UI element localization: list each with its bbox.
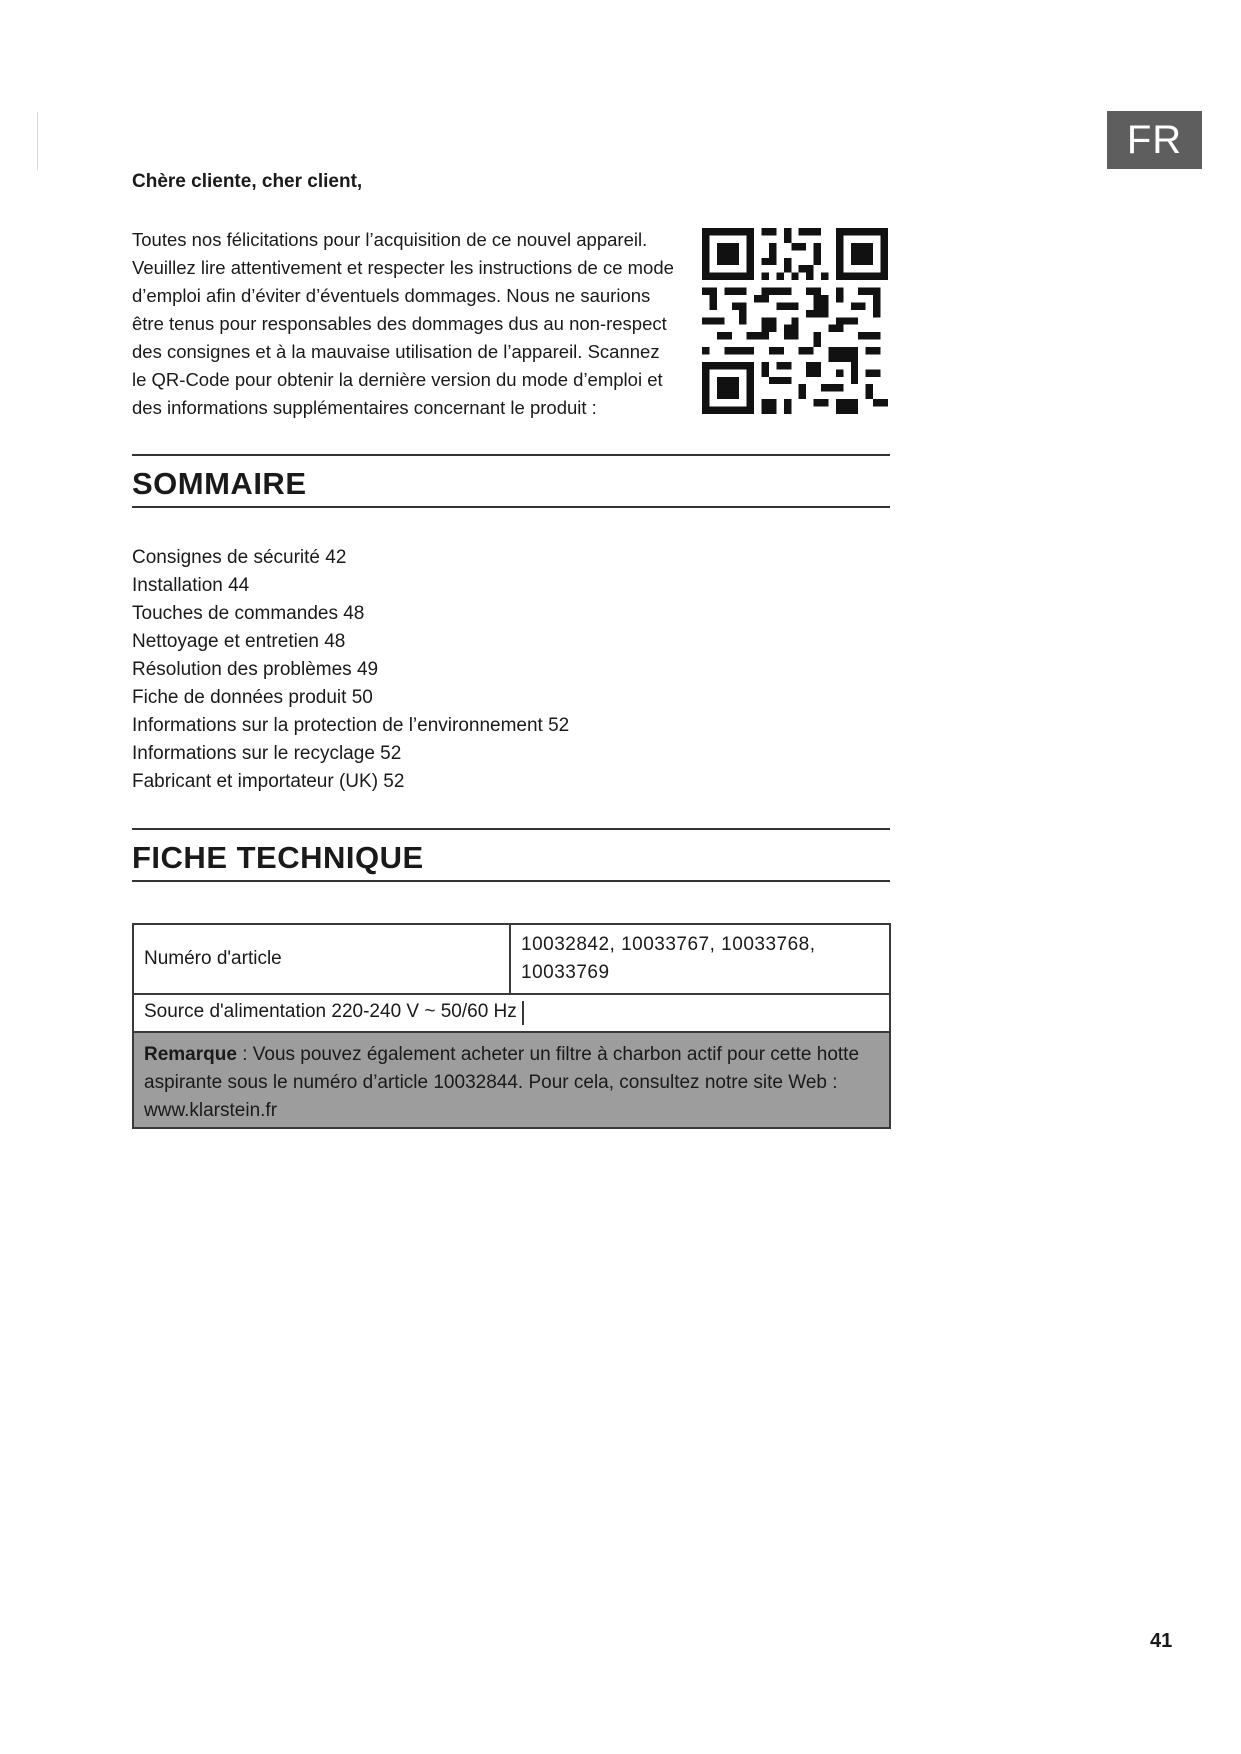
- section-divider: [132, 454, 890, 456]
- spec-table: [132, 923, 891, 1129]
- table-row: [133, 994, 890, 1032]
- section-divider: [132, 506, 890, 508]
- sommaire-heading: SOMMAIRE: [132, 466, 307, 501]
- language-tab: FR: [1107, 111, 1202, 169]
- column-divider: [522, 1001, 524, 1025]
- article-value-line: 10033769: [521, 962, 610, 983]
- toc-item[interactable]: Touches de commandes 48: [132, 603, 365, 624]
- toc-item[interactable]: Informations sur le recyclage 52: [132, 743, 402, 764]
- section-divider: [132, 828, 890, 830]
- note-text: : Vous pouvez également acheter un filtre à charbon actif pour cette hotte aspirante sous le numéro d’article 10032844. Pour cela, consultez notre site Web : www.klarstein.fr: [144, 1044, 860, 1121]
- toc-item[interactable]: Installation 44: [132, 575, 250, 596]
- article-value: [510, 924, 890, 994]
- article-label: Numéro d'article: [133, 924, 510, 994]
- article-value-line: 10032842, 10033767, 10033768,: [521, 934, 816, 955]
- intro-line: le QR-Code pour obtenir la dernière version du mode d’emploi et: [132, 369, 663, 390]
- section-divider: [132, 880, 890, 882]
- margin-mark: [37, 112, 38, 170]
- power-row: [133, 994, 890, 1032]
- toc-item[interactable]: Fabricant et importateur (UK) 52: [132, 771, 405, 792]
- intro-line: d’emploi afin d’éviter d’éventuels dommages. Nous ne saurions: [132, 285, 651, 306]
- intro-line: des consignes et à la mauvaise utilisation de l’appareil. Scannez: [132, 341, 660, 362]
- intro-line: Veuillez lire attentivement et respecter les instructions de ce mode: [132, 257, 674, 278]
- greeting: Chère cliente, cher client,: [132, 171, 363, 192]
- intro-paragraph: [132, 226, 692, 422]
- intro-line: Toutes nos félicitations pour l’acquisition de ce nouvel appareil.: [132, 229, 648, 250]
- intro-line: des informations supplémentaires concernant le produit :: [132, 397, 597, 418]
- table-of-contents: [132, 544, 569, 796]
- toc-item[interactable]: Résolution des problèmes 49: [132, 659, 379, 680]
- toc-item[interactable]: Consignes de sécurité 42: [132, 547, 347, 568]
- toc-item[interactable]: Informations sur la protection de l’environnement 52: [132, 715, 570, 736]
- page-number: 41: [1150, 1630, 1173, 1652]
- note-box: [133, 1032, 890, 1128]
- toc-item[interactable]: Nettoyage et entretien 48: [132, 631, 346, 652]
- intro-line: être tenus pour responsables des dommages dus au non-respect: [132, 313, 667, 334]
- fiche-heading: FICHE TECHNIQUE: [132, 840, 424, 875]
- toc-item[interactable]: Fiche de données produit 50: [132, 687, 373, 708]
- note-label: Remarque: [144, 1044, 237, 1065]
- table-row: [133, 1032, 890, 1128]
- qr-code-icon[interactable]: [702, 228, 888, 414]
- table-row: [133, 924, 890, 994]
- power-text: Source d'alimentation 220-240 V ~ 50/60 Hz: [144, 1001, 517, 1022]
